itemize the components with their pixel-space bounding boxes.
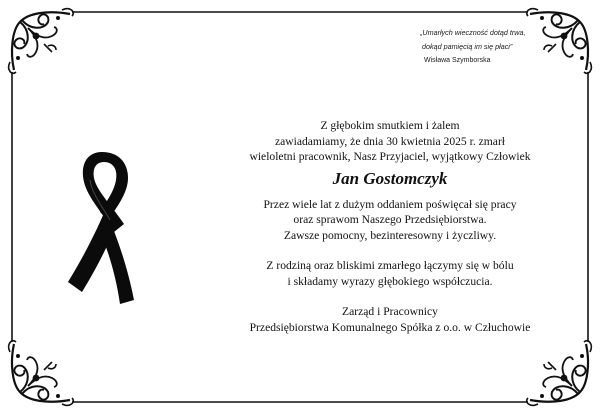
epigraph-line-2: dokąd pamięcią im się płaci” — [422, 42, 513, 51]
deceased-name: Jan Gostomczyk — [332, 168, 448, 188]
tribute-line-3: Zawsze pomocny, bezinteresowny i życzliwy. — [283, 228, 497, 242]
ornamental-corner-icon — [527, 341, 592, 406]
condolence-line-1: Z rodziną oraz bliskimi zmarłego łączymy się w bólu — [266, 259, 514, 272]
epigraph-author: Wisława Szymborska — [424, 57, 491, 64]
notice-line-2: zawiadamiamy, że dnia 30 kwietnia 2025 r. zmarł — [274, 134, 506, 148]
epigraph-line-1: „Umarłych wieczność dotąd trwa, — [420, 28, 526, 37]
ornamental-corner-icon — [9, 9, 74, 74]
condolence-line-2: i składamy wyrazy głębokiego współczucia. — [287, 274, 493, 288]
tribute-line-2: oraz sprawom Naszego Przedsiębiorstwa. — [293, 213, 487, 226]
epigraph — [420, 26, 590, 68]
notice-line-3: wieloletni pracownik, Nasz Przyjaciel, wyjątkowy Człowiek — [249, 150, 531, 163]
notice-text — [190, 118, 590, 335]
ornamental-corner-icon — [9, 341, 74, 406]
signature-line-1: Zarząd i Pracownicy — [342, 305, 438, 318]
signature-line-2: Przedsiębiorstwa Komunalnego Spółka z o.o. w Człuchowie — [249, 320, 531, 334]
tribute-line-1: Przez wiele lat z dużym oddaniem poświęcał się pracy — [263, 197, 517, 211]
mourning-ribbon-icon — [62, 146, 142, 306]
notice-line-1: Z głębokim smutkiem i żalem — [320, 119, 460, 132]
